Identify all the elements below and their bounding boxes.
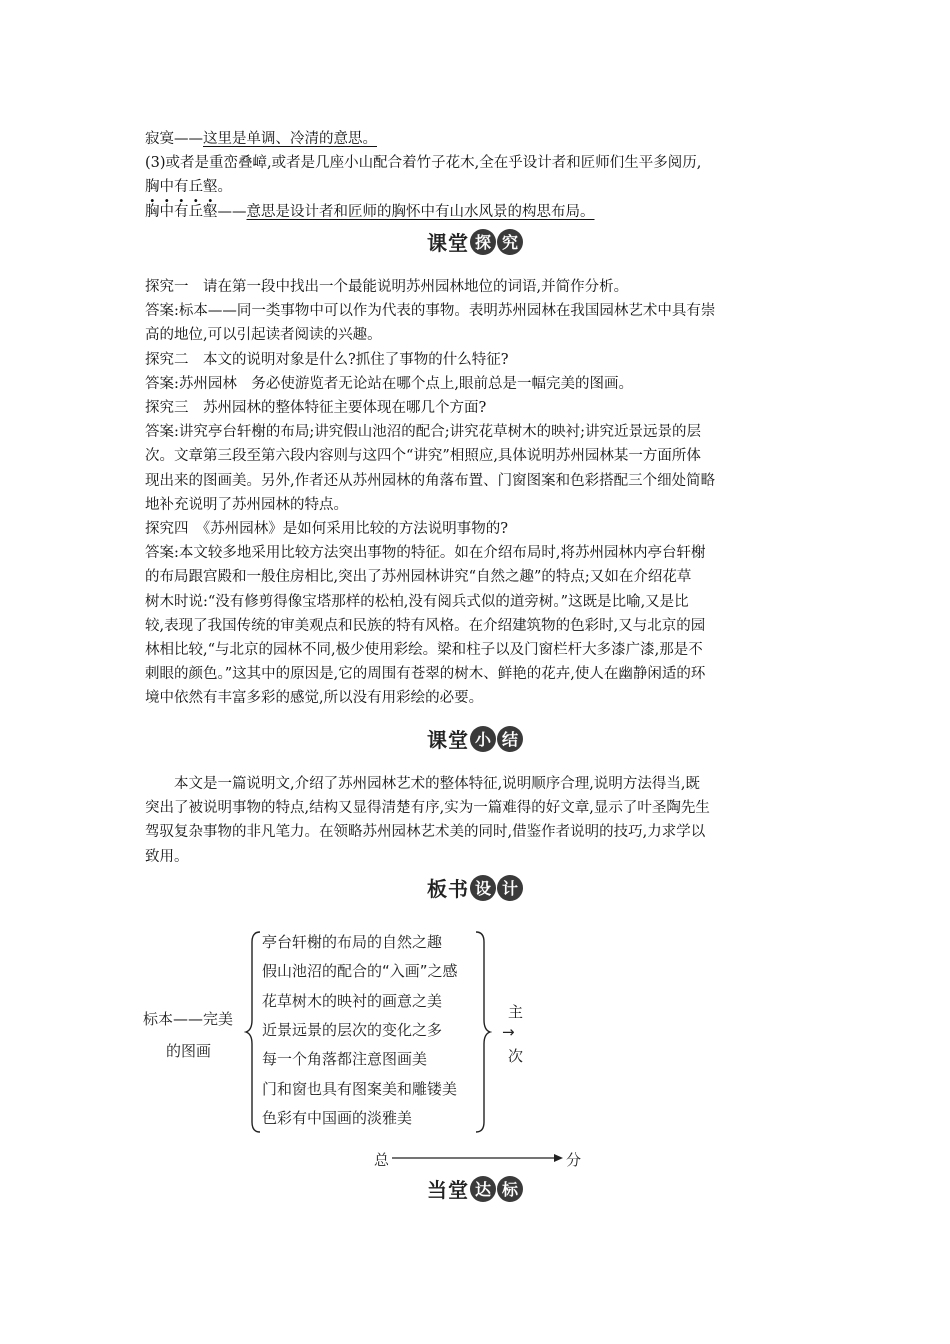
inquiry-line: 高的地位,可以引起读者阅读的兴趣。 (145, 327, 382, 344)
definition-xionghong: 意思是设计者和匠师的胸怀中有山水风景的构思布局。 (246, 204, 595, 220)
summary-line: 驾驭复杂事物的非凡笔力。在领略苏州园林艺术美的同时,借鉴作者说明的技巧,力求学以 (145, 824, 706, 841)
inquiry-line: 答案:本文较多地采用比较方法突出事物的特征。如在介绍布局时,将苏州园林内亭台轩榭 (145, 545, 706, 562)
summary-line: 致用。 (145, 848, 189, 865)
heading-badge-1: 设 (470, 875, 496, 901)
inquiry-line: 探究三 苏州园林的整体特征主要体现在哪几个方面? (145, 400, 487, 416)
heading-badge-2: 计 (497, 875, 523, 901)
intro-line-4 (145, 202, 595, 222)
term-xionghong: 胸中有丘壑—— (145, 204, 247, 220)
section-heading-practice: 当堂 达 标 (0, 1174, 950, 1204)
inquiry-line: 林相比较,“与北京的园林不同,极少使用彩绘。梁和柱子以及门窗栏杆大多漆广漆,那是不 (145, 642, 703, 658)
inquiry-line: 次。文章第三段至第六段内容则与这四个“讲究”相照应,具体说明苏州园林某一方面所体 (145, 448, 701, 465)
definition-jimo: 这里是单调、冷清的意思。 (203, 131, 377, 147)
board-right-arrow: → (502, 1023, 515, 1041)
heading-badge-1: 探 (470, 229, 496, 255)
total-to-part-arrow (392, 1151, 564, 1165)
board-item: 假山池沼的配合的“入画”之感 (262, 962, 458, 981)
board-bottom-right: 分 (566, 1151, 582, 1169)
board-item: 花草树木的映衬的画意之美 (262, 991, 443, 1010)
intro-line-3 (145, 177, 232, 197)
heading-badge-2: 标 (497, 1176, 523, 1202)
inquiry-line: 刺眼的颜色。”这其中的原因是,它的周围有苍翠的树木、鲜艳的花卉,使人在幽静闲适的环 (145, 666, 706, 683)
board-item: 近景远景的层次的变化之多 (262, 1020, 443, 1039)
right-brace (472, 930, 492, 1135)
board-item: 色彩有中国画的淡雅美 (262, 1108, 413, 1127)
inquiry-line: 的布局跟宫殿和一般住房相比,突出了苏州园林讲究“自然之趣”的特点;又如在介绍花草 (145, 569, 692, 586)
board-item: 门和窗也具有图案美和雕镂美 (262, 1079, 458, 1098)
intro-line-2: (3)或者是重峦叠嶂,或者是几座小山配合着竹子花木,全在乎设计者和匠师们生平多阅历, (145, 155, 702, 171)
board-left-line-1: 标本——完美 (143, 1010, 234, 1028)
heading-badge-1: 达 (470, 1176, 496, 1202)
board-item: 亭台轩榭的布局的自然之趣 (262, 933, 443, 951)
inquiry-line: 探究一 请在第一段中找出一个最能说明苏州园林地位的词语,并简作分析。 (145, 279, 629, 295)
inquiry-line: 答案:标本——同一类事物中可以作为代表的事物。表明苏州园林在我国园林艺术中具有崇 (145, 303, 716, 320)
inquiry-line: 探究二 本文的说明对象是什么?抓住了事物的什么特征? (145, 351, 509, 368)
section-heading-board: 板书 设 计 (0, 873, 950, 903)
summary-line: 突出了被说明事物的特点,结构又显得清楚有序,实为一篇难得的好文章,显示了叶圣陶先生 (145, 800, 710, 817)
heading-badge-1: 小 (470, 726, 496, 752)
inquiry-line: 答案:讲究亭台轩榭的布局;讲究假山池沼的配合;讲究花草树木的映衬;讲究近景远景的层 (145, 424, 702, 441)
board-left-line-2: 的图画 (166, 1042, 212, 1060)
heading-badge-2: 究 (497, 229, 523, 255)
inquiry-line: 探究四 《苏州园林》是如何采用比较的方法说明事物的? (145, 521, 509, 537)
inquiry-line: 较,表现了我国传统的审美观点和民族的特有风格。在介绍建筑物的色彩时,又与北京的园 (145, 617, 706, 634)
left-brace (244, 930, 264, 1135)
board-right-top: 主 (508, 1003, 524, 1021)
board-right-bottom: 次 (508, 1047, 524, 1065)
emphasized-phrase: 胸中有丘壑。 (145, 179, 232, 195)
inquiry-line: 地补充说明了苏州园林的特点。 (145, 496, 348, 513)
inquiry-line: 现出来的图画美。另外,作者还从苏州园林的角落布置、门窗图案和色彩搭配三个细处简略 (145, 472, 716, 489)
inquiry-line: 答案:苏州园林 务必使游览者无论站在哪个点上,眼前总是一幅完美的图画。 (145, 375, 633, 392)
section-heading-inquiry: 课堂 探 究 (0, 227, 950, 257)
board-item: 每一个角落都注意图画美 (262, 1050, 428, 1069)
term-jimo: 寂寞—— (145, 131, 203, 147)
inquiry-line: 树木时说:“没有修剪得像宝塔那样的松柏,没有阅兵式似的道旁树。”这既是比喻,又是比 (145, 593, 689, 610)
heading-badge-2: 结 (497, 726, 523, 752)
section-heading-summary: 课堂 小 结 (0, 724, 950, 754)
board-bottom-left: 总 (374, 1151, 390, 1169)
summary-line: 本文是一篇说明文,介绍了苏州园林艺术的整体特征,说明顺序合理,说明方法得当,既 (145, 776, 700, 792)
intro-line-1 (145, 129, 377, 149)
inquiry-line: 境中依然有丰富多彩的感觉,所以没有用彩绘的必要。 (145, 690, 484, 707)
